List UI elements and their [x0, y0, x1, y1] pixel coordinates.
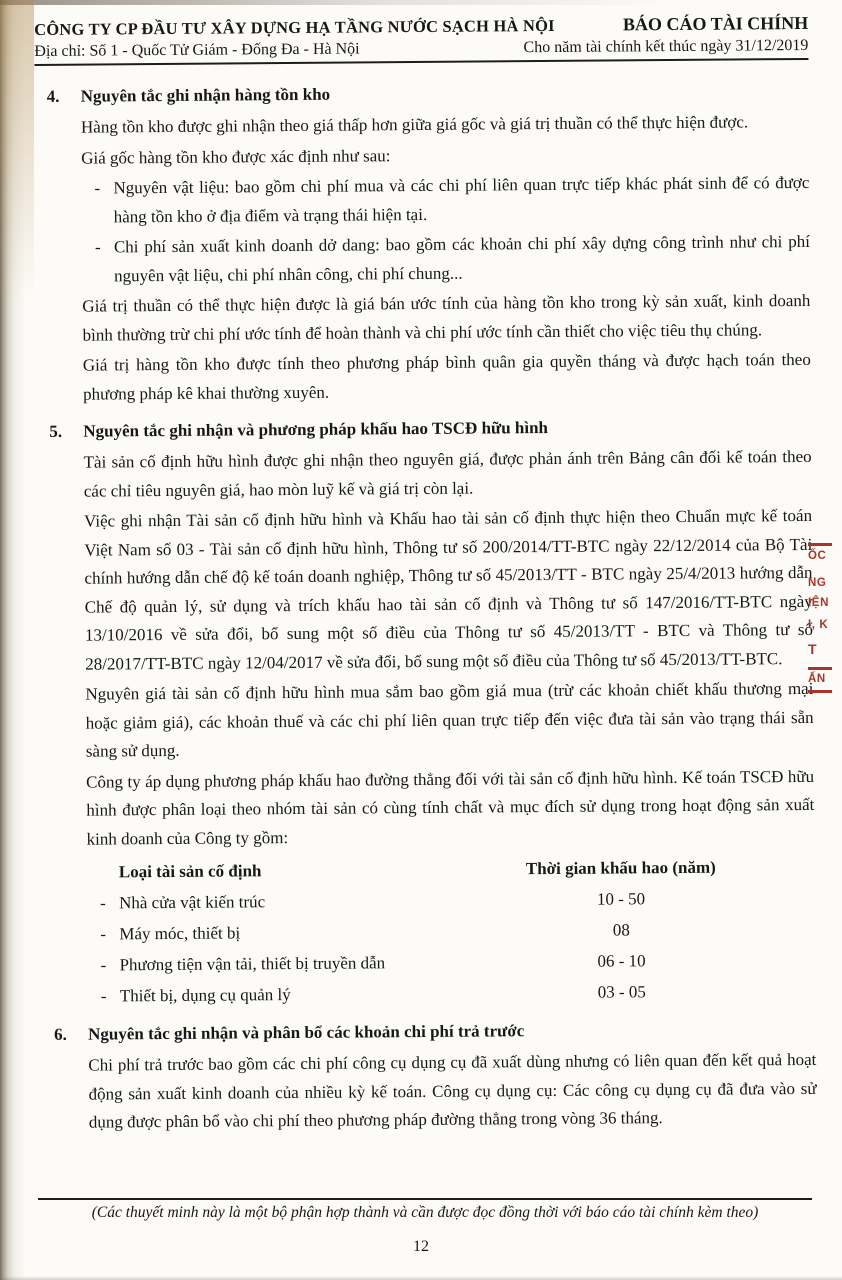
list-item: [81, 169, 809, 232]
depreciation-period: 10 - 50: [596, 889, 646, 909]
report-header: [34, 13, 808, 66]
table-row: [88, 975, 794, 1012]
footer-rule: [38, 1198, 812, 1200]
section-heading: [54, 1015, 816, 1049]
stamp-text-fragment: T: [808, 641, 818, 657]
depreciation-table: [87, 852, 794, 1012]
section-title: Nguyên tắc ghi nhận hàng tồn kho: [80, 84, 331, 106]
section-heading: [47, 77, 809, 111]
fiscal-period: Cho năm tài chính kết thúc ngày 31/12/2019: [523, 36, 809, 57]
company-name: CÔNG TY CP ĐẦU TƯ XÂY DỰNG HẠ TẦNG NƯỚC SẠCH HÀ NỘI: [34, 15, 555, 40]
page-number: 12: [413, 1238, 429, 1255]
section-6-prepaid-expense-policy: [54, 1015, 817, 1137]
header-row-1: [34, 13, 808, 40]
page-footer: [38, 1198, 812, 1224]
depreciation-period: 08: [612, 920, 630, 940]
paragraph: Giá trị thuần có thể thực hiện được là giá bán ước tính của hàng tồn kho trong kỳ sản xuất, kinh doanh bình thường trừ chi phí ước tính để hoàn thành và chi phí ước tính cần thiết cho việc tiêu thụ chúng.: [82, 290, 811, 345]
stamp-rule: [808, 690, 832, 693]
list-item-text: Chi phí sản xuất kinh doanh dở dang: bao gồm các khoản chi phí xây dựng công trình như chi phí nguyên vật liệu, chi phí nhân công, chi phí chung...: [113, 231, 810, 285]
section-number: 4.: [46, 86, 60, 106]
dash-bullet: -: [99, 893, 106, 913]
paragraph: Việc ghi nhận Tài sản cố định hữu hình và Khấu hao tài sản cố định thực hiện theo Chuẩn mực kế toán Việt Nam số 03 - Tài sản cố định hữu hình, Thông tư số 200/2014/TT-BTC ngày 22/12/2014 của Bộ Tài chính hướng dẫn chế độ kế toán doanh nghiệp, Thông tư số 45/2013/TT - BTC ngày 25/4/2013 hướng dẫn Chế độ quản lý, sử dụng và trích khấu hao tài sản cố định và Thông tư số 147/2016/TT-BTC ngày 13/10/2016 về sửa đổi, bổ sung một số điều của Thông tư số 45/2013/TT - BTC và Thông tư số 28/2017/TT-BTC ngày 12/04/2017 về sửa đổi, bổ sung một số điều của Thông tư số 45/2013/TT-BTC.: [83, 505, 814, 674]
dash-bullet: -: [100, 986, 107, 1006]
asset-type: Thiết bị, dụng cụ quản lý: [119, 985, 291, 1006]
stamp-text-fragment: IỆN: [808, 597, 829, 609]
paragraph: Nguyên giá tài sản cố định hữu hình mua sắm bao gồm giá mua (trừ các khoản chiết khấu thương mại hoặc giảm giá), các khoản thuế và các chi phí liên quan trực tiếp đến việc đưa tài sản vào trạng thái sẵn sàng sử dụng.: [85, 678, 814, 761]
list-item-text: Nguyên vật liệu: bao gồm chi phí mua và các chi phí liên quan trực tiếp khác phát sinh để có được hàng tồn kho ở địa điểm và trạng thái hiện tại.: [113, 172, 810, 226]
asset-type: Phương tiện vận tải, thiết bị truyền dẫn: [119, 953, 386, 975]
section-number: 6.: [54, 1024, 67, 1044]
red-stamp-fragment: [808, 543, 842, 693]
section-5-fixed-asset-policy: [49, 412, 816, 1012]
asset-type: Nhà cửa vật kiến trúc: [118, 892, 266, 913]
section-4-inventory-policy: [47, 77, 812, 409]
depreciation-period: 06 - 10: [597, 951, 646, 971]
stamp-rule: [808, 543, 832, 546]
stamp-text-fragment: I, K: [808, 618, 829, 631]
header-row-2: [34, 37, 808, 61]
dash-bullet: -: [94, 178, 101, 198]
section-number: 5.: [49, 421, 63, 441]
section-heading: [49, 412, 811, 446]
asset-type: Máy móc, thiết bị: [119, 923, 241, 944]
paragraph: Giá trị hàng tồn kho được tính theo phương pháp bình quân gia quyền tháng và được hạch toán theo phương pháp kê khai thường xuyên.: [82, 349, 811, 404]
paragraph: Hàng tồn kho được ghi nhận theo giá thấp hơn giữa giá gốc và giá trị thuần có thể thực hiện được.: [80, 112, 749, 137]
stamp-text-fragment: NG: [808, 576, 827, 589]
paragraph: Tài sản cố định hữu hình được ghi nhận theo nguyên giá, được phản ánh trên Bảng cân đối kế toán theo các chỉ tiêu nguyên giá, hao mòn luỹ kế và giá trị còn lại.: [83, 446, 812, 501]
report-title: BÁO CÁO TÀI CHÍNH: [622, 12, 809, 35]
document-body: [34, 60, 816, 1138]
column-header-asset-type: Loại tài sản cố định: [118, 861, 262, 882]
dash-bullet: -: [100, 955, 107, 975]
paragraph: Công ty áp dụng phương pháp khấu hao đường thẳng đối với tài sản cố định hữu hình. Kế toán TSCĐ hữu hình được phân loại theo nhóm tài sản có cùng tính chất và mục đích sử dụng trong hoạt động sản xuất kinh doanh của Công ty gồm:: [86, 766, 815, 849]
stamp-rule: [808, 667, 832, 670]
depreciation-period: 03 - 05: [597, 982, 646, 1002]
section-title: Nguyên tắc ghi nhận và phương pháp khấu hao TSCĐ hữu hình: [83, 418, 549, 441]
paragraph: Giá gốc hàng tồn kho được xác định như sau:: [81, 145, 391, 168]
column-header-depreciation-years: Thời gian khấu hao (năm): [525, 857, 716, 879]
section-title: Nguyên tắc ghi nhận và phân bổ các khoản chi phí trả trước: [88, 1021, 525, 1044]
dash-bullet: -: [100, 924, 107, 944]
company-address: Địa chỉ: Số 1 - Quốc Tử Giám - Đống Đa - Hà Nội: [34, 40, 360, 61]
stamp-text-fragment: ẤN: [808, 673, 826, 685]
dash-bullet: -: [94, 237, 101, 257]
footer-note: (Các thuyết minh này là một bộ phận hợp thành và cần được đọc đồng thời với báo cáo tài chính kèm theo): [91, 1204, 759, 1221]
paragraph: Chi phí trả trước bao gồm các chi phí công cụ dụng cụ đã xuất dùng nhưng có liên quan đến kết quả hoạt động sản xuất kinh doanh của nhiều kỳ kế toán. Công cụ dụng cụ: Các công cụ dụng cụ đã đưa vào sử dụng được phân bổ vào chi phí theo phương pháp đường thẳng trong vòng 36 tháng.: [88, 1049, 817, 1132]
stamp-text-fragment: ỐC: [808, 550, 827, 562]
list-item: [82, 228, 810, 291]
